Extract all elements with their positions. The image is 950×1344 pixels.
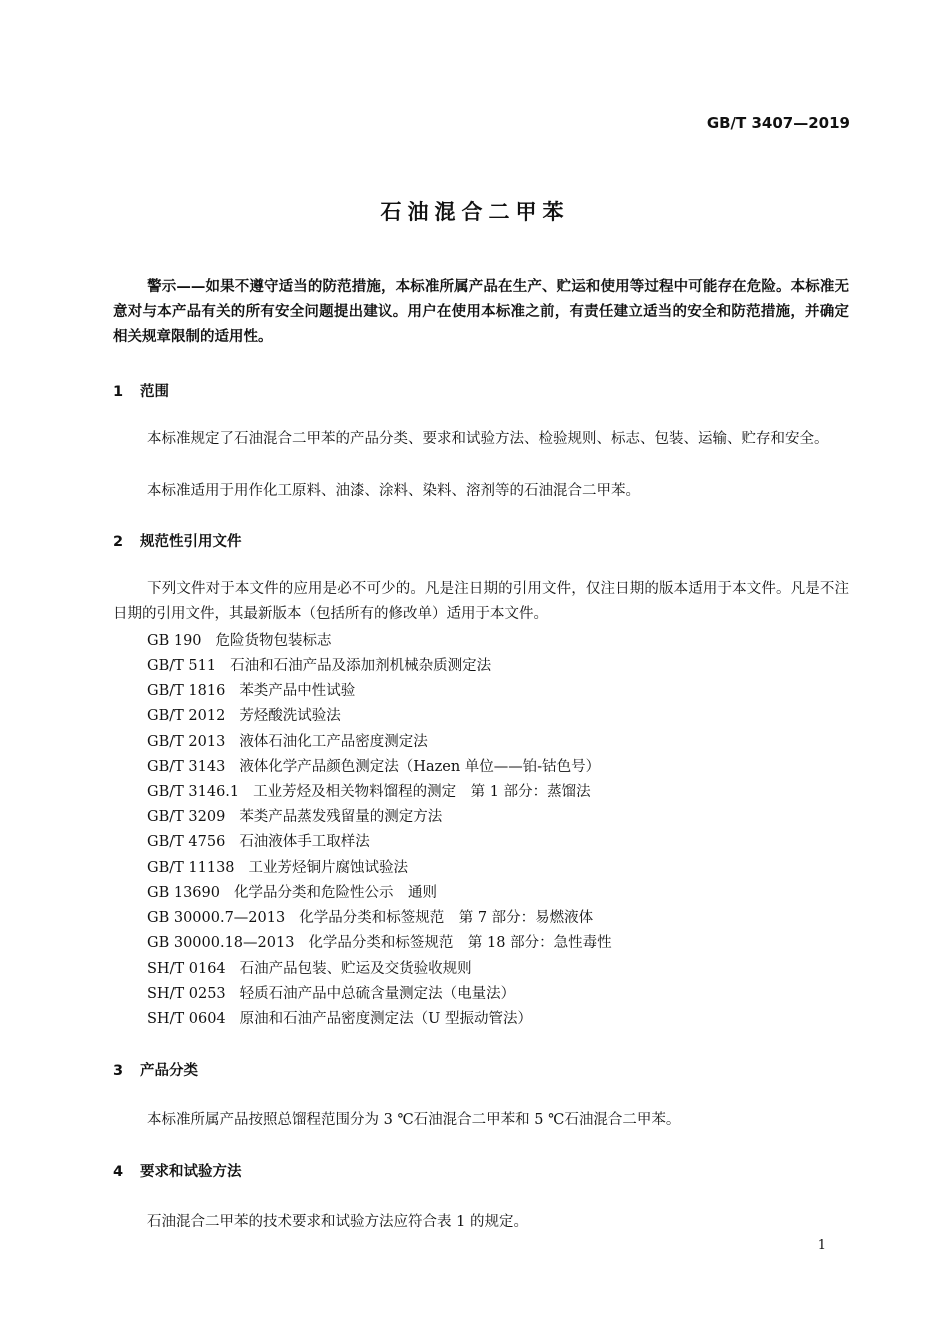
reference-title: 液体化学产品颜色测定法（Hazen 单位——铂-钴色号） [239, 759, 601, 775]
scope-paragraph-2: 本标准适用于用作化工原料、油漆、涂料、染料、溶剂等的石油混合二甲苯。 [147, 483, 640, 499]
section-number: 3 [113, 1063, 124, 1079]
reference-title: 化学品分类和危险性公示 通则 [233, 885, 437, 901]
reference-item [147, 830, 370, 851]
reference-code: GB 13690 [147, 885, 220, 901]
reference-code: SH/T 0164 [147, 961, 226, 977]
scope-paragraph-1 [113, 427, 849, 452]
reference-item [147, 629, 332, 650]
reference-title: 石油产品包装、贮运及交货验收规则 [239, 961, 472, 977]
standard-code: GB/T 3407—2019 [706, 114, 850, 132]
reference-code: GB/T 11138 [147, 860, 235, 876]
classification-paragraph: 本标准所属产品按照总馏程范围分为 3 ℃石油混合二甲苯和 5 ℃石油混合二甲苯。 [147, 1112, 681, 1128]
scope-text-1: 本标准规定了石油混合二甲苯的产品分类、要求和试验方法、检验规则、标志、包装、运输、贮存和安全。 [147, 431, 829, 447]
section-title: 要求和试验方法 [140, 1164, 242, 1180]
reference-item [147, 931, 612, 952]
section-number: 1 [113, 384, 124, 400]
reference-code: SH/T 0604 [147, 1011, 226, 1027]
reference-item [147, 1007, 532, 1028]
section-2-heading [113, 530, 242, 551]
reference-code: GB/T 3143 [147, 759, 226, 775]
reference-title: 轻质石油产品中总硫含量测定法（电量法） [239, 986, 516, 1002]
reference-code: GB 30000.7—2013 [147, 910, 286, 926]
requirements-paragraph: 石油混合二甲苯的技术要求和试验方法应符合表 1 的规定。 [147, 1214, 528, 1230]
section-3-heading [113, 1059, 198, 1080]
reference-code: GB/T 3209 [147, 809, 226, 825]
reference-title: 原油和石油产品密度测定法（U 型振动管法） [239, 1011, 532, 1027]
reference-item [147, 755, 600, 776]
reference-code: GB/T 2012 [147, 708, 226, 724]
reference-item [147, 906, 593, 927]
reference-code: SH/T 0253 [147, 986, 226, 1002]
section-title: 产品分类 [140, 1063, 198, 1079]
reference-item [147, 805, 442, 826]
reference-title: 苯类产品蒸发残留量的测定方法 [239, 809, 443, 825]
reference-code: GB/T 2013 [147, 734, 226, 750]
reference-title: 化学品分类和标签规范 第 18 部分：急性毒性 [308, 935, 612, 951]
reference-title: 苯类产品中性试验 [239, 683, 356, 699]
page-number: 1 [817, 1238, 826, 1253]
reference-title: 液体石油化工产品密度测定法 [239, 734, 428, 750]
reference-title: 工业芳烃铜片腐蚀试验法 [248, 860, 409, 876]
reference-title: 危险货物包装标志 [215, 633, 332, 649]
reference-item [147, 654, 491, 675]
reference-code: GB 30000.18—2013 [147, 935, 295, 951]
reference-code: GB/T 511 [147, 658, 217, 674]
reference-item [147, 730, 428, 751]
reference-title: 芳烃酸洗试验法 [239, 708, 341, 724]
section-4-heading [113, 1160, 242, 1181]
warning-text: 警示——如果不遵守适当的防范措施，本标准所属产品在生产、贮运和使用等过程中可能存在危险。本标准无意对与本产品有关的所有安全问题提出建议。用户在使用本标准之前，有责任建立适当的安全和防范措施，并确定相关规章限制的适用性。 [113, 279, 849, 345]
reference-title: 化学品分类和标签规范 第 7 部分：易燃液体 [299, 910, 594, 926]
reference-item [147, 856, 408, 877]
section-title: 规范性引用文件 [140, 534, 242, 550]
section-number: 4 [113, 1164, 124, 1180]
reference-item [147, 881, 437, 902]
normative-intro [113, 577, 849, 627]
reference-title: 石油和石油产品及添加剂机械杂质测定法 [230, 658, 492, 674]
normative-intro-text: 下列文件对于本文件的应用是必不可少的。凡是注日期的引用文件，仅注日期的版本适用于本文件。凡是不注日期的引用文件，其最新版本（包括所有的修改单）适用于本文件。 [113, 581, 849, 622]
section-number: 2 [113, 534, 124, 550]
reference-title: 石油液体手工取样法 [239, 834, 370, 850]
section-title: 范围 [140, 384, 169, 400]
reference-item [147, 957, 472, 978]
reference-code: GB/T 1816 [147, 683, 226, 699]
document-title: 石油混合二甲苯 [380, 200, 570, 224]
reference-code: GB 190 [147, 633, 202, 649]
reference-code: GB/T 3146.1 [147, 784, 240, 800]
reference-item [147, 982, 515, 1003]
reference-item [147, 679, 355, 700]
reference-item [147, 704, 341, 725]
reference-item [147, 780, 591, 801]
reference-title: 工业芳烃及相关物料馏程的测定 第 1 部分：蒸馏法 [253, 784, 591, 800]
warning-paragraph [113, 275, 849, 350]
reference-code: GB/T 4756 [147, 834, 226, 850]
section-1-heading [113, 380, 169, 401]
